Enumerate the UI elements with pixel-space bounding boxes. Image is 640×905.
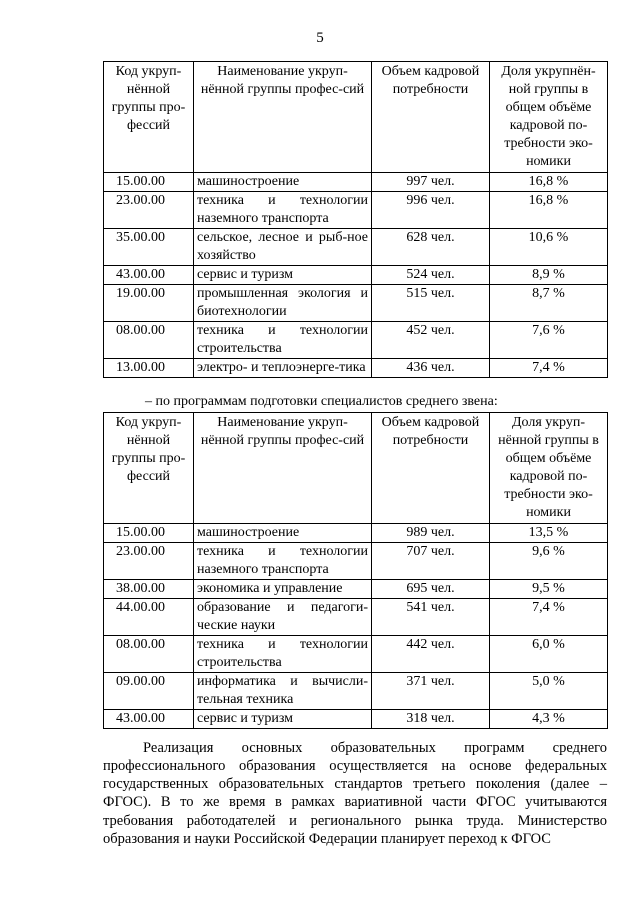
table-row [104, 524, 608, 543]
cell-code: 19.00.00 [104, 285, 194, 322]
cell-code: 08.00.00 [104, 322, 194, 359]
cell-name: информатика и вычисли-тельная техника [194, 673, 372, 710]
header-share: Доля укруп-нённой группы в общем объёме кадровой по-требности эко-номики [490, 413, 608, 524]
table-row [104, 710, 608, 729]
cell-code: 15.00.00 [104, 524, 194, 543]
cell-name: сельское, лесное и рыб-ное хозяйство [194, 229, 372, 266]
cell-share: 7,4 % [490, 599, 608, 636]
cell-share: 8,7 % [490, 285, 608, 322]
body-paragraph: Реализация основных образовательных программ среднего профессионального образования осуществляется на основе федеральных государственных образовательных стандартов третьего поколения (далее – ФГОС). В то же время в рамках вариативной части ФГОС учитываются требования работодателей и регионального рынка труда. Министерство образования и науки Российской Федерации планирует переход к ФГОС [103, 739, 607, 847]
cell-share: 7,6 % [490, 322, 608, 359]
cell-volume: 524 чел. [372, 266, 490, 285]
cell-code: 08.00.00 [104, 636, 194, 673]
cell-name: машиностроение [194, 173, 372, 192]
cell-name: техника и технологии наземного транспорта [194, 543, 372, 580]
cell-volume: 318 чел. [372, 710, 490, 729]
list-intro-line: – по программам подготовки специалистов среднего звена: [145, 394, 498, 409]
table-row [104, 266, 608, 285]
header-name: Наименование укруп-нённой группы профес-сий [194, 62, 372, 173]
header-code: Код укруп-нённой группы про-фессий [104, 62, 194, 173]
cell-name: сервис и туризм [194, 266, 372, 285]
cell-code: 43.00.00 [104, 710, 194, 729]
header-share: Доля укрупнён-ной группы в общем объёме кадровой по-требности эко-номики [490, 62, 608, 173]
cell-share: 16,8 % [490, 173, 608, 192]
workforce-demand-table-1 [103, 61, 608, 378]
cell-name: образование и педагоги-ческие науки [194, 599, 372, 636]
cell-code: 09.00.00 [104, 673, 194, 710]
cell-share: 13,5 % [490, 524, 608, 543]
cell-code: 43.00.00 [104, 266, 194, 285]
cell-code: 15.00.00 [104, 173, 194, 192]
cell-name: техника и технологии наземного транспорта [194, 192, 372, 229]
table-row [104, 543, 608, 580]
header-volume: Объем кадровой потребности [372, 413, 490, 524]
cell-name: экономика и управление [194, 580, 372, 599]
table-row [104, 580, 608, 599]
cell-volume: 371 чел. [372, 673, 490, 710]
cell-name: сервис и туризм [194, 710, 372, 729]
cell-share: 16,8 % [490, 192, 608, 229]
cell-volume: 436 чел. [372, 359, 490, 378]
table-row [104, 359, 608, 378]
header-code: Код укруп-нённой группы про-фессий [104, 413, 194, 524]
cell-share: 9,6 % [490, 543, 608, 580]
cell-name: промышленная экология и биотехнологии [194, 285, 372, 322]
cell-name: машиностроение [194, 524, 372, 543]
cell-volume: 515 чел. [372, 285, 490, 322]
cell-volume: 996 чел. [372, 192, 490, 229]
cell-volume: 452 чел. [372, 322, 490, 359]
table-header-row [104, 413, 608, 524]
cell-name: техника и технологии строительства [194, 636, 372, 673]
cell-volume: 997 чел. [372, 173, 490, 192]
table-row [104, 285, 608, 322]
cell-volume: 989 чел. [372, 524, 490, 543]
cell-code: 35.00.00 [104, 229, 194, 266]
cell-code: 13.00.00 [104, 359, 194, 378]
table-header-row [104, 62, 608, 173]
cell-volume: 541 чел. [372, 599, 490, 636]
cell-share: 4,3 % [490, 710, 608, 729]
cell-code: 38.00.00 [104, 580, 194, 599]
header-volume: Объем кадровой потребности [372, 62, 490, 173]
cell-volume: 628 чел. [372, 229, 490, 266]
cell-code: 23.00.00 [104, 543, 194, 580]
table-row [104, 322, 608, 359]
table-row [104, 599, 608, 636]
cell-share: 5,0 % [490, 673, 608, 710]
header-name: Наименование укруп-нённой группы профес-сий [194, 413, 372, 524]
cell-name: электро- и теплоэнерге-тика [194, 359, 372, 378]
cell-share: 7,4 % [490, 359, 608, 378]
table-row [104, 173, 608, 192]
cell-volume: 707 чел. [372, 543, 490, 580]
cell-share: 10,6 % [490, 229, 608, 266]
cell-code: 23.00.00 [104, 192, 194, 229]
table-row [104, 673, 608, 710]
cell-share: 6,0 % [490, 636, 608, 673]
table-row [104, 636, 608, 673]
cell-share: 8,9 % [490, 266, 608, 285]
table-row [104, 192, 608, 229]
cell-volume: 442 чел. [372, 636, 490, 673]
table-row [104, 229, 608, 266]
cell-share: 9,5 % [490, 580, 608, 599]
cell-name: техника и технологии строительства [194, 322, 372, 359]
cell-volume: 695 чел. [372, 580, 490, 599]
workforce-demand-table-2 [103, 412, 608, 729]
cell-code: 44.00.00 [104, 599, 194, 636]
page-number: 5 [316, 30, 324, 46]
